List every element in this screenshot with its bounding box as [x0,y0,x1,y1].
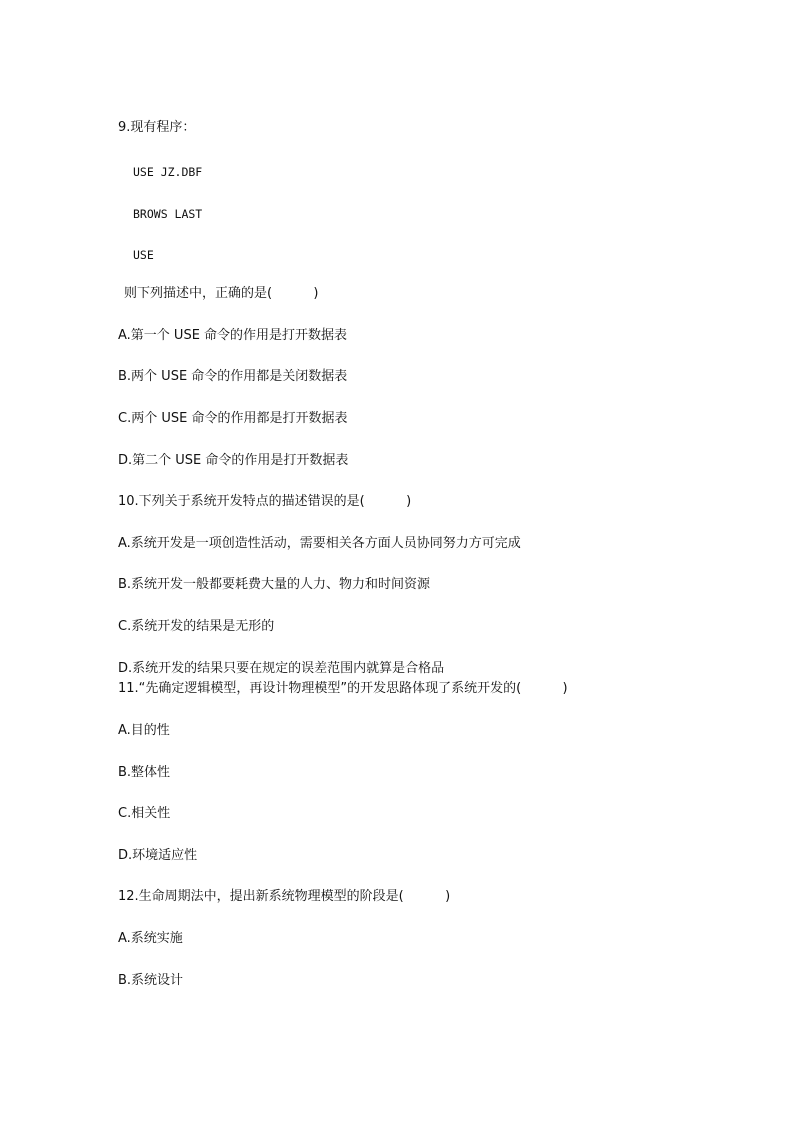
question-12-stem: 12.生命周期法中，提出新系统物理模型的阶段是( ) [118,889,451,904]
question-12-option-a: A.系统实施 [118,931,183,946]
question-11-option-b: B.整体性 [118,765,171,780]
question-9-option-c: C.两个 USE 命令的作用都是打开数据表 [118,411,348,426]
question-9-option-a: A.第一个 USE 命令的作用是打开数据表 [118,328,348,343]
question-11-option-a: A.目的性 [118,723,170,738]
question-10-option-c: C.系统开发的结果是无形的 [118,619,275,634]
question-9-code-line-3: USE [133,248,154,262]
question-9-code-line-2: BROWS LAST [133,207,203,221]
question-11-option-d: D.环境适应性 [118,848,198,863]
question-9-stem: 9.现有程序： [118,120,196,135]
question-9-option-d: D.第二个 USE 命令的作用是打开数据表 [118,453,349,468]
question-9-option-b: B.两个 USE 命令的作用都是关闭数据表 [118,369,348,384]
question-10-option-d: D.系统开发的结果只要在规定的误差范围内就算是合格品 [118,661,445,676]
question-10-stem: 10.下列关于系统开发特点的描述错误的是( ) [118,494,412,509]
question-12-option-b: B.系统设计 [118,973,184,988]
question-11-stem: 11.“先确定逻辑模型，再设计物理模型”的开发思路体现了系统开发的( ) [118,681,568,696]
question-10-option-b: B.系统开发一般都要耗费大量的人力、物力和时间资源 [118,577,431,592]
question-10-option-a: A.系统开发是一项创造性活动，需要相关各方面人员协同努力方可完成 [118,536,521,551]
question-9-code-line-1: USE JZ.DBF [133,165,203,179]
question-9-prompt: 则下列描述中，正确的是( ) [124,286,319,301]
question-11-option-c: C.相关性 [118,806,171,821]
